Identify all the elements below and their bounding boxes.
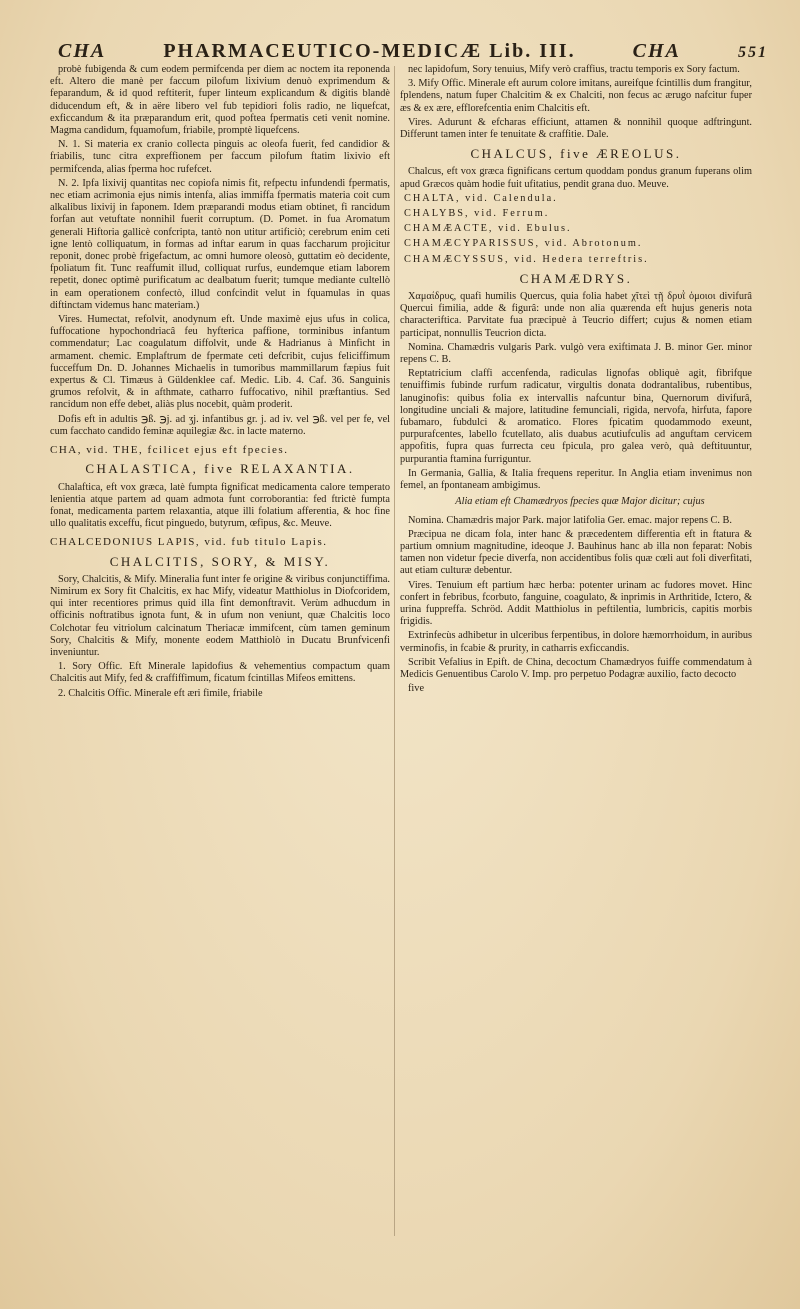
cross-reference-heading: CHA, vid. THE, fcilicet ejus eft fpecies.	[50, 444, 289, 457]
paragraph: Chalaftica, eft vox græca, latè fumpta fignificat medicamenta calore temperato lenientia atque partem ad quam admota funt corroborantia: fed ftrictè fumpta fonat, medicamenta partem relaxantia, atque illi folatium afferentia, & hoc fine ullo qualitatis exceffu, ficut pinguedo, butyrum, œfipus, &c. Meuve.	[50, 481, 390, 530]
paragraph: Scribit Vefalius in Epift. de China, decoctum Chamædryos fuiffe commendatum à Medicis Genuentibus Carolo V. Imp. pro perpetuo Podagræ auxilio, facto decocto	[400, 656, 752, 680]
catchword-right: CHA	[632, 40, 681, 62]
paragraph: Extrinfecùs adhibetur in ulceribus ferpentibus, in dolore hæmorrhoidum, in auribus verminofis, in fcabie & prurity, in catharris exficcandis.	[400, 630, 752, 654]
section-heading: CHAMÆDRYS.	[519, 270, 633, 286]
cross-reference: CHALYBS, vid. Ferrum.	[404, 208, 550, 220]
paragraph: 3. Mify Offic. Minerale eft aurum colore imitans, aureifque fcintillis dum frangitur, fplendens, natum fuper Chalcitim & ex Chalciti, non fecus ac ærugo nafcitur fuper æs & ex ære, efflorefcentia enim Chalcitis eft.	[400, 78, 752, 114]
sub-heading: Alia etiam eft Chamædryos fpecies quæ Major dicitur; cujus	[455, 496, 705, 508]
paragraph: nec lapidofum, Sory tenuius, Mify verò craffius, tractu temporis ex Sory factum.	[408, 64, 740, 75]
paragraph: Nomina. Chamædris major Park. major latifolia Ger. emac. major repens C. B.	[408, 514, 732, 526]
left-column	[50, 64, 390, 1234]
paragraph: Vires. Adurunt & efcharas efficiunt, attamen & nonnihil quoque adftringunt. Differunt tamen inter fe tenuitate & craffitie. Dale.	[400, 116, 752, 141]
paragraph: Chalcus, eft vox græca fignificans certum quoddam pondus granum fuperans olim apud Græcos quàm hodie fuit ufitatius, pendit grana duo. Meuve.	[400, 166, 752, 190]
right-column	[400, 64, 752, 1244]
paragraph: Vires. Humectat, refolvit, anodynum eft. Unde maximè ejus ufus in colica, fuffocatione hypochondriacâ feu hyfterica paffione, torminibus infantum commendatur; Lac coagulatum diffolvit, unde & Hadrianus à Minficht in armament. chemic. Emplaftrum de fpermate ceti defcribit, cujus feliciffimum fucceffum Dn. D. Johannes Michaelis in tumoribus mammillarum fæpius fuit expertus & Cl. Timæus à Güldenklee caf. Medic. Lib. 4. Caf. 36. Sanguinis grumos refolvit, & in afthmate, catharro fuffocativo, nihil præftantius. Sed rancidum non effe debet, aliàs plus nocebit, quàm proderit.	[50, 314, 390, 411]
paragraph: Præcipua ne dicam fola, inter hanc & præcedentem differentia eft in ftatura & partium omnium magnitudine, ideoque J. Bauhinus hanc ab illa non feparat: Nobis tamen non videtur fpecie diverfa, non accidentibus folis quæ cœli aut foli diverfitati, aut etiam culturæ debentur.	[400, 528, 752, 577]
paragraph: 1. Sory Offic. Eft Minerale lapidofius & vehementius compactum quam Chalcitis aut Mify, fed & craffiffimum, ficatum fcintillas Mifeos emittens.	[50, 661, 390, 685]
column-divider	[394, 66, 395, 1236]
section-heading: CHALASTICA, five RELAXANTIA.	[85, 461, 355, 477]
cross-reference-heading: CHALCEDONIUS LAPIS, vid. fub titulo Lapis.	[50, 536, 328, 549]
catchword-left: CHA	[58, 40, 107, 62]
page-number: 551	[737, 44, 768, 61]
paragraph: In Germania, Gallia, & Italia frequens reperitur. In Anglia etiam invenimus non femel, an fpontaneam ambigimus.	[400, 467, 752, 492]
cross-reference: CHAMÆCYSSUS, vid. Hedera terreftris.	[404, 253, 649, 265]
paragraph: probè fubigenda & cum eodem permifcenda per diem ac noctem ita reponenda eft. Altero die manè per faccum pilofum lixivium denuò exprimendum & feparandum, & id quod reftiterit, fuper linteum explicandum & digitis blandè diducendum eft, & in aëre libero vel fub tepidiori folis radio, ne liquefcat, exficcandum & ita præparandum erit, quod poftea fpermatis ceti venit nomine. Magma candidum, fquamofum, friabile, promptè liquefcens.	[50, 64, 390, 137]
section-heading: CHALCITIS, SORY, & MISY.	[109, 553, 331, 569]
paragraph: Χαμαίδρυς, quafi humilis Quercus, quia folia habet χῖτεὶ τῇ δρυῒ ὁμοιοι divifurâ Quercui fimilia, adde & figurâ: unde non alia quærenda eft hujus generis nota characteriftica. Parvitate fua præcipuè à Teucrio differt; cujus & nomen etiam participat, nonnullis Teucrion dicta.	[400, 291, 752, 339]
paragraph: Sory, Chalcitis, & Mify. Mineralia funt inter fe origine & viribus conjunctiffima. Nimirum ex Sory fit Chalcitis, ex hac Mify, videatur Matthiolus in Diofcoridem, qui inter recentiores primus quid illa fint demonftravit. Verùm adhucdum in officinis noftratibus ignota funt, & in ufum non veniunt, quæ Chalcitis loco Colchotar feu vitriolum calcinatum Theriacæ immifcent, cùm tamen geminum Sory, Chalcitis & Mify, monente eodem Matthiolò in Ducatu Brunfvicenfi inveniuntur.	[50, 573, 390, 658]
paragraph: Nomina. Chamædris vulgaris Park. vulgò vera exiftimata J. B. minor Ger. minor repens C. B.	[400, 341, 752, 366]
cross-reference: CHALTA, vid. Calendula.	[404, 192, 558, 204]
paragraph: N. 2. Ipfa lixivij quantitas nec copiofa nimis fit, refpectu infundendi fpermatis, nec etiam acrimonia ejus nimis intenfa, alias immiffa fpermatis materia coit cum alkalibus lixivij in faponem. Idem præparandi modus etiam obtinet, fi rancidum forfan aut vetuftate nonnihil fuerit corruptum. (D. Pomet. in fua Aromatum generali Hiftoria gallicè confcripta, tantò non utitur artificiò; cerebrum enim ceti igne lentò colliquatum, in formas ad inftar earum in quas faccharum projicitur reponit, donec probè frigefactum, ac omni humore oleosò, guttatim eò decidente, fpoliatum fit. Tunc reaffumit illud, colliquat rurfus, eundemque etiam laborem repetit, donec optimè purificatum ac dealbatum fuerit; tumque mediante cultellò in eam operationem confectò, illud confcindit velut in fquamulas in quas diftinctam videmus hanc materiam.)	[50, 177, 390, 311]
cross-reference: CHAMÆACTE, vid. Ebulus.	[404, 223, 572, 235]
paragraph: N. 1. Si materia ex cranio collecta pinguis ac oleofa fuerit, fed candidior & friabilis, tunc citra expreffionem per faccum pilofum ftatim lixivio eft permifcenda, alias fperma hoc rufefcet.	[50, 139, 390, 175]
paragraph: Vires. Tenuium eft partium hæc herba: potenter urinam ac fudores movet. Hinc confert in febribus, fcorbuto, fanguine, coagulato, & inprimis in Arthritide, Ictero, & urina fuppreffa. Schröd. Addit Matthiolus in peftilentia, lumbricis, capitis morbis frigidis.	[400, 579, 752, 628]
running-title: PHARMACEUTICO-MEDICÆ Lib. III.	[163, 40, 576, 62]
section-heading: CHALCUS, five ÆREOLUS.	[470, 146, 682, 162]
paragraph: five	[408, 683, 425, 695]
paragraph: Dofis eft in adultis ℈ß. ℈j. ad ʒj. infantibus gr. j. ad iv. vel ℈ß. vel per fe, vel cum facchato candido feminæ aquilegiæ &c. in lacte materno.	[50, 413, 390, 437]
cross-reference: CHAMÆCYPARISSUS, vid. Abrotonum.	[404, 238, 643, 250]
paragraph: 2. Chalcitis Offic. Minerale eft æri fimile, friabile	[58, 687, 263, 699]
paragraph: Reptatricium claffi accenfenda, radiculas lignofas obliquè agit, fibrifque tenuiffimis fubinde rurfum radicatur, virgultis donata dodrantalibus, rubentibus, lanuginofis: quibus folia ex intervallis nafcuntur bina, Quernorum divifurâ, longitudine unciali & majore, latitudine femunciali, rigida, nervofa, hirfuta, fapore fubamaro, fubdulci & aromatico. Flores fpicatim quodammodo exeunt, purpurafcentes, labello fcutellato, alis duabus acutiufculis ad anguftam cervicem appofitis, fupra quas furrecta ceu fpicula, pro galea verò, quà deftituuntur, purpurantia ftamina furriguntur.	[400, 368, 752, 465]
